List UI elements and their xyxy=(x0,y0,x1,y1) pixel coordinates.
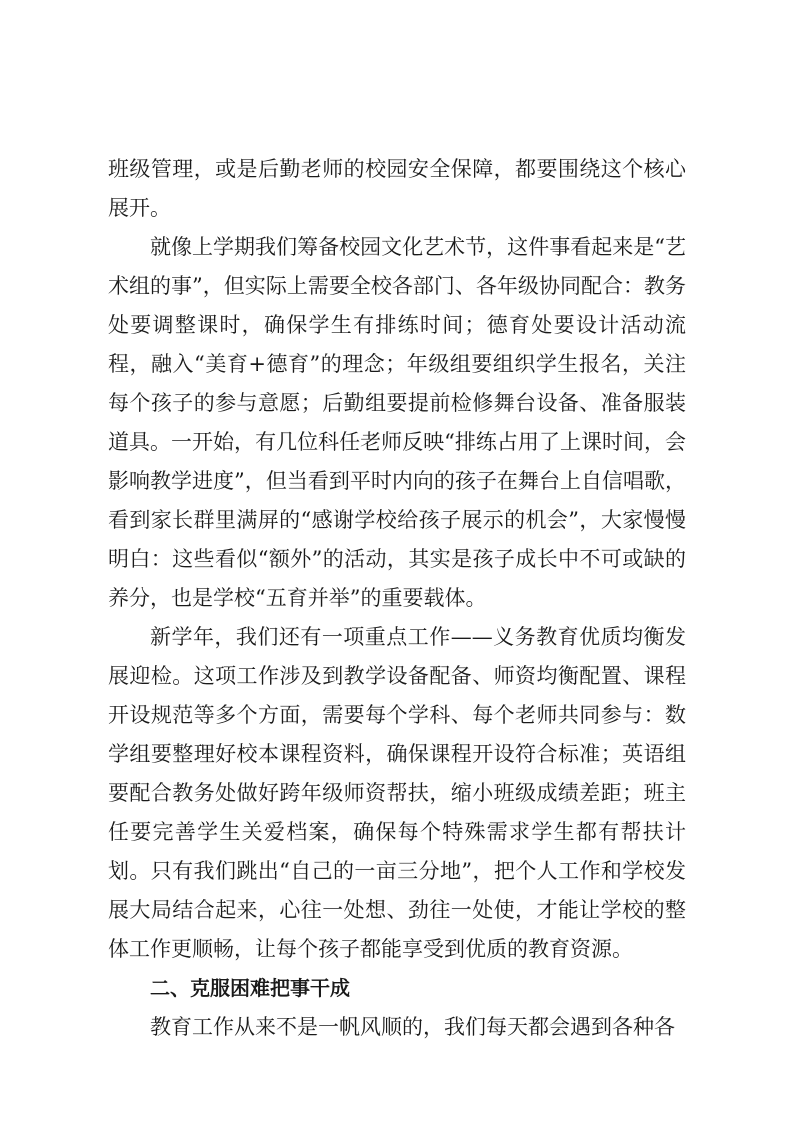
paragraph-difficulties: 教育工作从来不是一帆风顺的，我们每天都会遇到各种各 xyxy=(150,1015,675,1039)
paragraph-continuation: 班级管理，或是后勤老师的校园安全保障，都要围绕这个核心展开。 xyxy=(108,157,686,220)
paragraph-new-school-year: 新学年，我们还有一项重点工作——义务教育优质均衡发展迎检。这项工作涉及到教学设备配备、师资均衡配置、课程开设规范等多个方面，需要每个学科、每个老师共同参与：数学组要整理好校本课程资料，确保课程开设符合标准；英语组要配合教务处做好跨年级师资帮扶，缩小班级成绩差距；班主任要完善学生关爱档案，确保每个特殊需求学生都有帮扶计划。只有我们跳出“自己的一亩三分地”，把个人工作和学校发展大局结合起来，心往一处想、劲往一处使，才能让学校的整体工作更顺畅，让每个孩子都能享受到优质的教育资源。 xyxy=(108,625,686,961)
paragraph-art-festival: 就像上学期我们筹备校园文化艺术节，这件事看起来是“艺术组的事”，但实际上需要全校各部门、各年级协同配合：教务处要调整课时，确保学生有排练时间；德育处要设计活动流程，融入“美育+德育”的理念；年级组要组织学生报名，关注每个孩子的参与意愿；后勤组要提前检修舞台设备、准备服装道具。一开始，有几位科任老师反映“排练占用了上课时间，会影响教学进度”，但当看到平时内向的孩子在舞台上自信唱歌，看到家长群里满屏的“感谢学校给孩子展示的机会”，大家慢慢明白：这些看似“额外”的活动，其实是孩子成长中不可或缺的养分，也是学校“五育并举”的重要载体。 xyxy=(108,235,686,610)
section-heading: 二、克服困难把事干成 xyxy=(150,976,350,1000)
document-body xyxy=(108,150,686,1047)
